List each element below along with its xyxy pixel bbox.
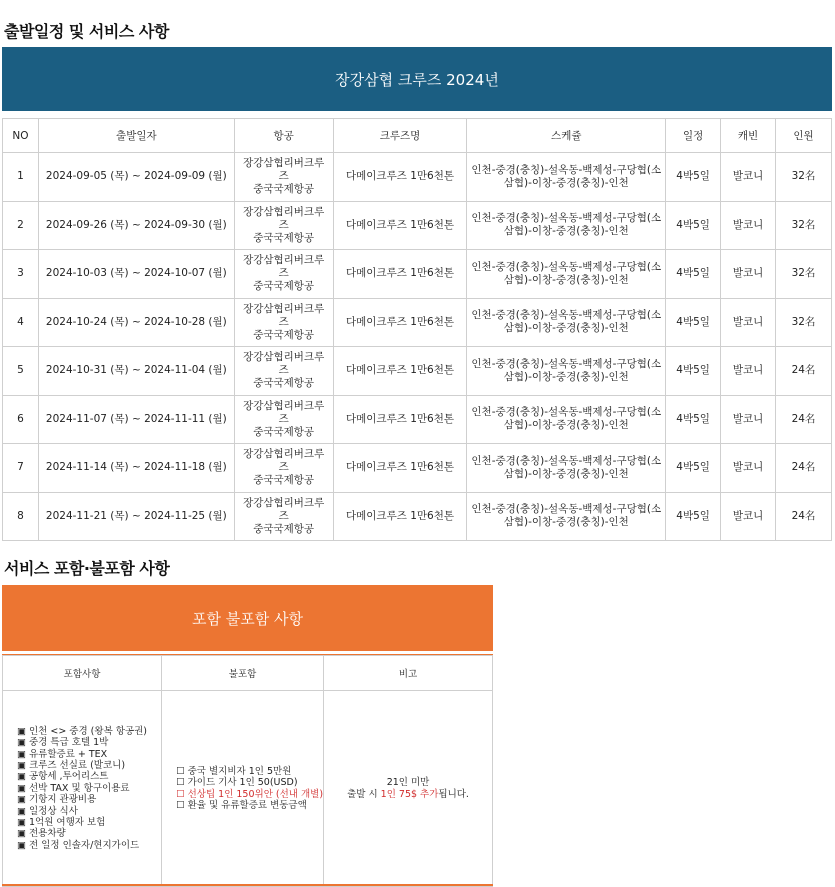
- table-row: [3, 444, 832, 493]
- included-item: ▣ 공항세 ,투어리스트: [17, 771, 109, 783]
- included-item: ▣ 중경 특급 호텔 1박: [17, 737, 109, 749]
- banner-title: 포함 불포함 사항: [192, 609, 303, 628]
- table-cell: 인천-중경(충칭)-설옥동-백제성-구당협(소삼협)-이창-중경(충칭)-인천: [467, 492, 666, 541]
- table-cell: 2024-09-26 (목) ~ 2024-09-30 (월): [38, 201, 234, 250]
- table-cell: 2024-11-07 (목) ~ 2024-11-11 (월): [38, 395, 234, 444]
- table-cell: 4박5일: [666, 492, 721, 541]
- included-item: ▣ 전용차량: [17, 828, 66, 840]
- table-row: [3, 250, 832, 299]
- table-cell: 4박5일: [666, 153, 721, 202]
- services-row: [3, 691, 493, 887]
- note-highlight: 1인 75$ 추가: [380, 788, 439, 800]
- table-cell: 발코니: [721, 250, 776, 299]
- table-cell: 발코니: [721, 444, 776, 493]
- table-cell: 다메이크루즈 1만6천톤: [333, 298, 467, 347]
- included-item: ▣ 인천 <> 중경 (왕복 항공권): [17, 725, 148, 737]
- column-header: NO: [3, 119, 39, 153]
- column-header: 항공: [234, 119, 333, 153]
- included-item: ▣ 크루즈 선실료 (발코니): [17, 760, 126, 772]
- included-item: ▣ 유류할증료 + TEX: [17, 748, 108, 760]
- excluded-list: [162, 691, 324, 887]
- column-header: 출발일자: [38, 119, 234, 153]
- table-cell: 8: [3, 492, 39, 541]
- table-cell: 32名: [776, 250, 832, 299]
- table-cell: 장강삼협리버크루즈 중국국제항공: [234, 153, 333, 202]
- table-cell: 인천-중경(충칭)-설옥동-백제성-구당협(소삼협)-이창-중경(충칭)-인천: [467, 153, 666, 202]
- table-cell: 다메이크루즈 1만6천톤: [333, 347, 467, 396]
- table-cell: 인천-중경(충칭)-설옥동-백제성-구당협(소삼협)-이창-중경(충칭)-인천: [467, 298, 666, 347]
- table-cell: 다메이크루즈 1만6천톤: [333, 153, 467, 202]
- excluded-item: ☐ 가이드 기사 1인 50(USD): [176, 777, 298, 789]
- services-banner: [2, 585, 493, 651]
- banner-title: 장강삼협 크루즈 2024년: [335, 70, 499, 89]
- table-cell: 1: [3, 153, 39, 202]
- table-row: [3, 492, 832, 541]
- divider: [2, 884, 493, 886]
- column-header: 인원: [776, 119, 832, 153]
- table-cell: 인천-중경(충칭)-설옥동-백제성-구당협(소삼협)-이창-중경(충칭)-인천: [467, 395, 666, 444]
- table-cell: 4박5일: [666, 444, 721, 493]
- excluded-item: ☐ 중국 별지비자 1인 5만원: [176, 765, 292, 777]
- table-row: [3, 298, 832, 347]
- included-item: ▣ 1억원 여행자 보험: [17, 816, 106, 828]
- table-cell: 다메이크루즈 1만6천톤: [333, 395, 467, 444]
- table-cell: 다메이크루즈 1만6천톤: [333, 444, 467, 493]
- table-cell: 32名: [776, 201, 832, 250]
- services-header-row: [3, 656, 493, 691]
- excluded-item: ☐ 선상팁 1인 150위안 (선내 개별): [176, 788, 324, 800]
- table-cell: 다메이크루즈 1만6천톤: [333, 250, 467, 299]
- schedule-banner: [2, 47, 832, 111]
- included-list: [3, 691, 162, 887]
- table-cell: 4: [3, 298, 39, 347]
- note-cell: [324, 691, 493, 887]
- table-cell: 32名: [776, 153, 832, 202]
- table-cell: 장강삼협리버크루즈 중국국제항공: [234, 201, 333, 250]
- table-cell: 24名: [776, 444, 832, 493]
- table-cell: 3: [3, 250, 39, 299]
- included-item: ▣ 선박 TAX 및 항구이용료: [17, 782, 130, 794]
- table-cell: 2024-10-24 (목) ~ 2024-10-28 (월): [38, 298, 234, 347]
- table-cell: 2024-09-05 (목) ~ 2024-09-09 (월): [38, 153, 234, 202]
- excluded-item: ☐ 환율 및 유류할증료 변동금액: [176, 799, 307, 811]
- table-cell: 인천-중경(충칭)-설옥동-백제성-구당협(소삼협)-이창-중경(충칭)-인천: [467, 444, 666, 493]
- table-cell: 장강삼협리버크루즈 중국국제항공: [234, 250, 333, 299]
- table-cell: 2024-10-03 (목) ~ 2024-10-07 (월): [38, 250, 234, 299]
- table-cell: 24名: [776, 347, 832, 396]
- table-row: [3, 153, 832, 202]
- table-cell: 인천-중경(충칭)-설옥동-백제성-구당협(소삼협)-이창-중경(충칭)-인천: [467, 347, 666, 396]
- column-header: 비고: [324, 656, 493, 691]
- table-cell: 장강삼협리버크루즈 중국국제항공: [234, 298, 333, 347]
- table-cell: 7: [3, 444, 39, 493]
- column-header: 포함사항: [3, 656, 162, 691]
- table-cell: 24名: [776, 492, 832, 541]
- table-cell: 4박5일: [666, 250, 721, 299]
- table-cell: 4박5일: [666, 395, 721, 444]
- table-cell: 발코니: [721, 153, 776, 202]
- section-title-schedule: 출발일정 및 서비스 사항: [4, 22, 169, 41]
- table-cell: 32名: [776, 298, 832, 347]
- table-cell: 인천-중경(충칭)-설옥동-백제성-구당협(소삼협)-이창-중경(충칭)-인천: [467, 250, 666, 299]
- included-item: ▣ 일정상 식사: [17, 805, 78, 817]
- table-cell: 6: [3, 395, 39, 444]
- column-header: 캐빈: [721, 119, 776, 153]
- included-item: ▣ 전 일정 인솔자/현지가이드: [17, 839, 140, 851]
- table-cell: 장강삼협리버크루즈 중국국제항공: [234, 395, 333, 444]
- table-cell: 4박5일: [666, 201, 721, 250]
- table-cell: 발코니: [721, 298, 776, 347]
- table-row: [3, 395, 832, 444]
- table-cell: 24名: [776, 395, 832, 444]
- note-line: 출발 시 1인 75$ 추가됩니다.: [347, 788, 469, 800]
- table-cell: 발코니: [721, 347, 776, 396]
- table-cell: 발코니: [721, 492, 776, 541]
- table-cell: 2024-11-21 (목) ~ 2024-11-25 (월): [38, 492, 234, 541]
- table-cell: 2: [3, 201, 39, 250]
- table-cell: 2024-11-14 (목) ~ 2024-11-18 (월): [38, 444, 234, 493]
- table-cell: 5: [3, 347, 39, 396]
- schedule-table: [2, 118, 832, 541]
- table-cell: 다메이크루즈 1만6천톤: [333, 201, 467, 250]
- column-header: 불포함: [162, 656, 324, 691]
- table-cell: 장강삼협리버크루즈 중국국제항공: [234, 347, 333, 396]
- table-row: [3, 201, 832, 250]
- table-cell: 장강삼협리버크루즈 중국국제항공: [234, 492, 333, 541]
- note-line: 21인 미만: [386, 777, 430, 789]
- table-cell: 2024-10-31 (목) ~ 2024-11-04 (월): [38, 347, 234, 396]
- included-item: ▣ 기항지 관광비용: [17, 794, 97, 806]
- table-cell: 장강삼협리버크루즈 중국국제항공: [234, 444, 333, 493]
- column-header: 크루즈명: [333, 119, 467, 153]
- table-cell: 발코니: [721, 395, 776, 444]
- schedule-header-row: [3, 119, 832, 153]
- table-cell: 4박5일: [666, 347, 721, 396]
- table-cell: 발코니: [721, 201, 776, 250]
- table-row: [3, 347, 832, 396]
- services-table: [2, 655, 493, 887]
- column-header: 스케쥴: [467, 119, 666, 153]
- table-cell: 4박5일: [666, 298, 721, 347]
- section-title-services: 서비스 포함·불포함 사항: [4, 559, 170, 578]
- table-cell: 다메이크루즈 1만6천톤: [333, 492, 467, 541]
- table-cell: 인천-중경(충칭)-설옥동-백제성-구당협(소삼협)-이창-중경(충칭)-인천: [467, 201, 666, 250]
- column-header: 일정: [666, 119, 721, 153]
